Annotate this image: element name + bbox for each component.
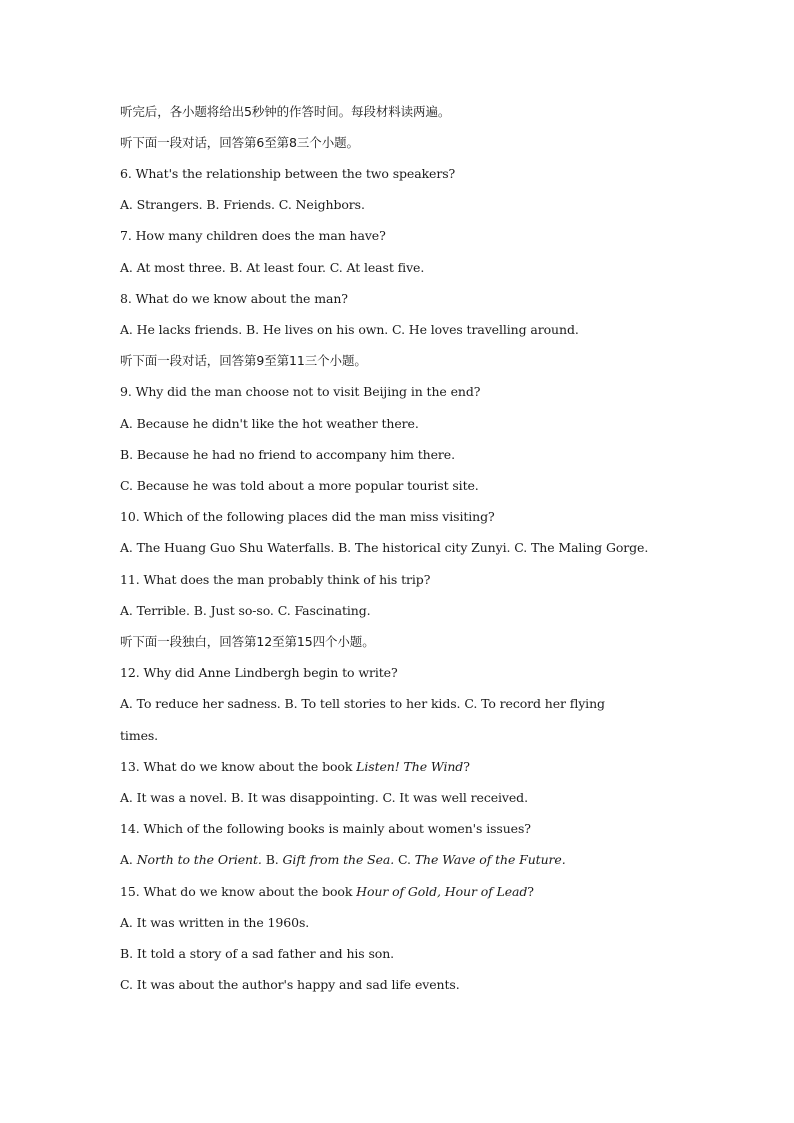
q7-option-a: A. At most three. — [120, 260, 226, 275]
q13-stem-text: 13. What do we know about the book — [120, 759, 357, 774]
q8-option-a: A. He lacks friends. — [120, 322, 243, 337]
q13-option-c: C. It was well received. — [382, 790, 528, 805]
question-7-options — [120, 260, 424, 276]
q11-option-a: A. Terrible. — [120, 603, 190, 618]
question-9-stem: 9. Why did the man choose not to visit Beijing in the end? — [120, 384, 481, 399]
question-8-stem: 8. What do we know about the man? — [120, 291, 348, 306]
q14-option-a-title: North to the Orient. — [136, 852, 262, 867]
q14-option-b — [266, 852, 394, 867]
q14-option-c-letter: C. — [398, 852, 415, 867]
question-11-options — [120, 603, 371, 619]
section-instruction-q9-11: 听下面一段对话，回答第9至第11三个小题。 — [120, 353, 367, 368]
q14-option-c-title: The Wave of the Future. — [414, 852, 566, 867]
q12-option-c: C. To record her flying — [464, 696, 605, 711]
question-15-stem — [120, 884, 534, 900]
question-10-stem: 10. Which of the following places did the man miss visiting? — [120, 509, 495, 524]
q6-option-b: B. Friends. — [206, 197, 275, 212]
q15-stem-text: 15. What do we know about the book — [120, 884, 357, 899]
question-12-stem: 12. Why did Anne Lindbergh begin to write? — [120, 665, 398, 680]
question-14-stem: 14. Which of the following books is mainly about women's issues? — [120, 821, 531, 836]
section-instruction-q12-15: 听下面一段独白，回答第12至第15四个小题。 — [120, 634, 375, 649]
q14-option-a — [120, 852, 262, 867]
q14-option-c — [398, 852, 566, 867]
question-8-options — [120, 322, 579, 338]
question-14-options — [120, 852, 566, 868]
q15-stem-end: ? — [527, 884, 534, 899]
q10-option-c: C. The Maling Gorge. — [514, 540, 649, 555]
q7-option-c: C. At least five. — [329, 260, 425, 275]
q15-option-b: B. It told a story of a sad father and his son. — [120, 946, 395, 961]
q11-option-c: C. Fascinating. — [277, 603, 371, 618]
question-6-stem: 6. What's the relationship between the two speakers? — [120, 166, 456, 181]
q12-option-c-continued: times. — [120, 728, 159, 743]
q13-stem-end: ? — [463, 759, 470, 774]
question-11-stem: 11. What does the man probably think of his trip? — [120, 572, 431, 587]
q6-option-a: A. Strangers. — [120, 197, 203, 212]
question-13-options — [120, 790, 528, 806]
question-10-options — [120, 540, 648, 556]
question-7-stem: 7. How many children does the man have? — [120, 228, 386, 243]
question-12-options — [120, 696, 605, 712]
q12-option-b: B. To tell stories to her kids. — [284, 696, 461, 711]
question-13-stem — [120, 759, 470, 775]
q9-option-c: C. Because he was told about a more popular tourist site. — [120, 478, 479, 493]
q14-option-b-title: Gift from the Sea. — [282, 852, 395, 867]
q9-option-a: A. Because he didn't like the hot weather there. — [120, 416, 419, 431]
q15-option-a: A. It was written in the 1960s. — [120, 915, 310, 930]
listening-instruction: 听完后，各小题将给出5秒钟的作答时间。每段材料读两遍。 — [120, 104, 451, 119]
q14-option-b-letter: B. — [265, 852, 283, 867]
q10-option-b: B. The historical city Zunyi. — [338, 540, 511, 555]
q9-option-b: B. Because he had no friend to accompany him there. — [120, 447, 455, 462]
q6-option-c: C. Neighbors. — [278, 197, 365, 212]
section-instruction-q6-8: 听下面一段对话，回答第6至第8三个小题。 — [120, 135, 359, 150]
question-6-options — [120, 197, 365, 213]
q13-option-b: B. It was disappointing. — [230, 790, 379, 805]
q14-option-a-letter: A. — [120, 852, 137, 867]
q11-option-b: B. Just so-so. — [193, 603, 274, 618]
q12-option-a: A. To reduce her sadness. — [120, 696, 281, 711]
q13-book-title: Listen! The Wind — [356, 759, 464, 774]
q15-option-c: C. It was about the author's happy and sad life events. — [120, 977, 460, 992]
q15-book-title: Hour of Gold, Hour of Lead — [356, 884, 528, 899]
q8-option-b: B. He lives on his own. — [245, 322, 389, 337]
q7-option-b: B. At least four. — [229, 260, 326, 275]
q8-option-c: C. He loves travelling around. — [392, 322, 579, 337]
q10-option-a: A. The Huang Guo Shu Waterfalls. — [120, 540, 335, 555]
q13-option-a: A. It was a novel. — [120, 790, 228, 805]
